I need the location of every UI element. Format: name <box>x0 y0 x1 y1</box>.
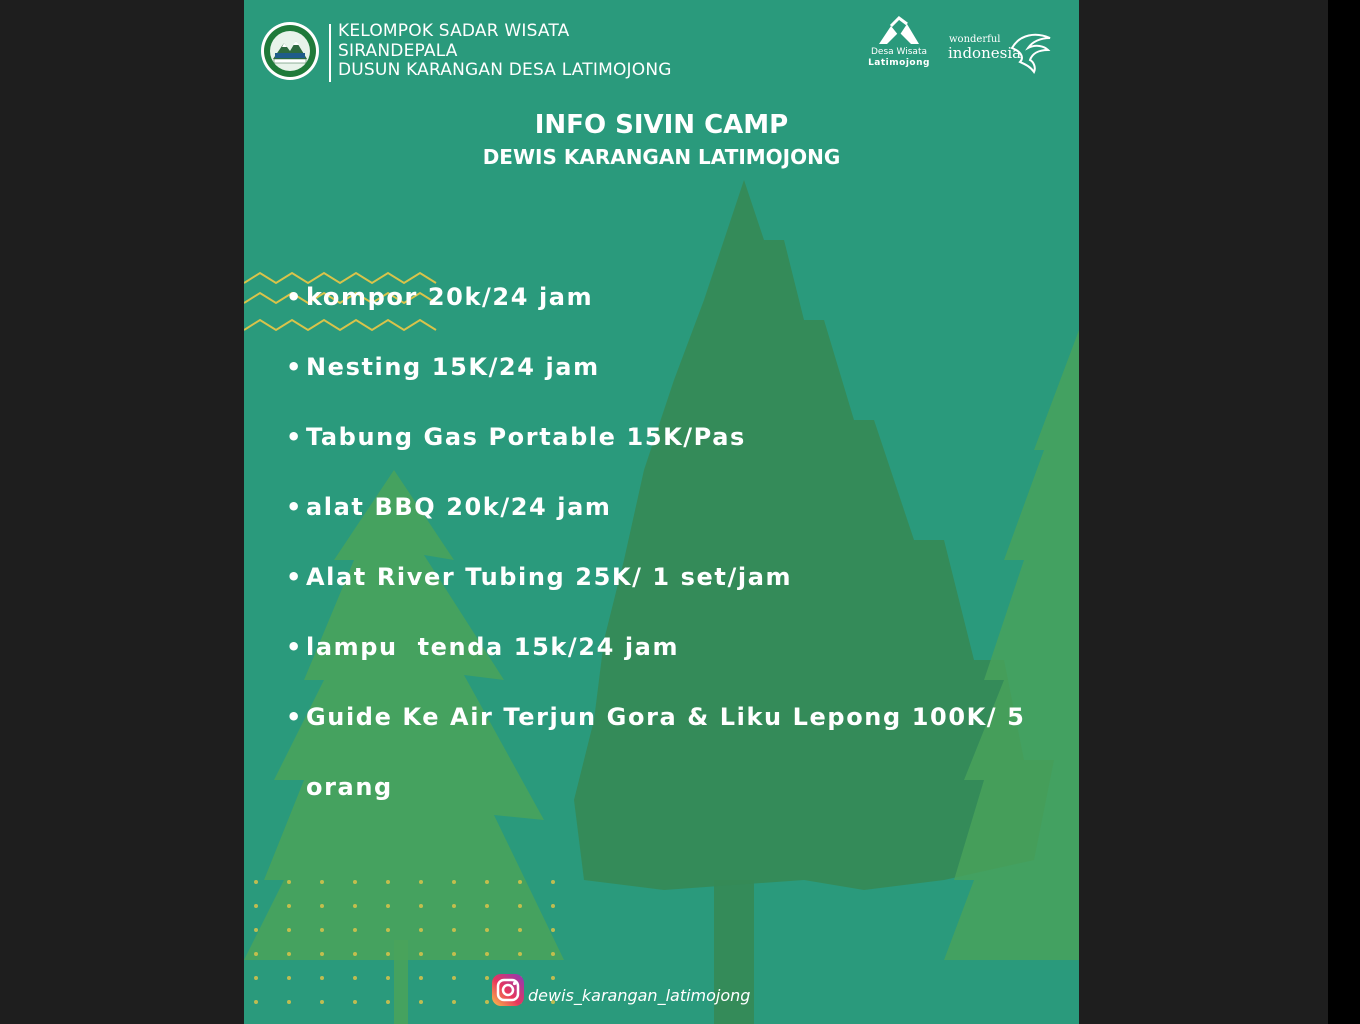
decor-dot <box>518 904 522 908</box>
decor-dot <box>287 1000 291 1004</box>
decor-dot <box>320 1000 324 1004</box>
bullet: • <box>286 283 303 311</box>
list-item <box>286 262 1046 332</box>
decor-dot <box>452 1000 456 1004</box>
decor-dot <box>485 904 489 908</box>
org-line-2: SIRANDEPALA <box>338 40 458 61</box>
decor-dot <box>287 904 291 908</box>
decor-dot <box>386 880 390 884</box>
decor-dot <box>254 952 258 956</box>
decor-dot <box>551 976 555 980</box>
decor-dot <box>254 880 258 884</box>
decor-dot <box>518 928 522 932</box>
decor-dot <box>353 880 357 884</box>
bullet: • <box>286 353 303 381</box>
decor-dot <box>287 928 291 932</box>
bullet: • <box>286 563 303 591</box>
decor-dot <box>518 952 522 956</box>
decor-dot <box>485 880 489 884</box>
desa-wisata-label: Desa Wisata <box>871 47 927 57</box>
decor-dot <box>386 952 390 956</box>
decor-dot <box>452 880 456 884</box>
decor-dot <box>419 952 423 956</box>
decor-dot <box>320 952 324 956</box>
decor-dot <box>353 952 357 956</box>
decor-dot <box>452 928 456 932</box>
page-subtitle: DEWIS KARANGAN LATIMOJONG <box>482 145 841 169</box>
decor-dot <box>419 1000 423 1004</box>
decor-dot <box>551 904 555 908</box>
decor-dot <box>485 952 489 956</box>
item-text: kompor 20k/24 jam <box>306 283 594 311</box>
decor-dot <box>287 880 291 884</box>
item-text: alat BBQ 20k/24 jam <box>306 493 612 521</box>
decor-dot <box>386 976 390 980</box>
decor-dot <box>485 1000 489 1004</box>
organization-name <box>338 22 672 81</box>
decor-dot <box>419 976 423 980</box>
decor-dot <box>320 904 324 908</box>
latimojong-label: Latimojong <box>868 58 930 68</box>
instagram-icon <box>490 972 526 1008</box>
item-text-line-1: Guide Ke Air Terjun Gora & Liku Lepong 100K/ 5 <box>306 703 1026 731</box>
bullet: • <box>286 423 303 451</box>
org-line-3: DUSUN KARANGAN DESA LATIMOJONG <box>338 60 672 80</box>
item-text: Alat River Tubing 25K/ 1 set/jam <box>306 563 793 591</box>
item-text: Nesting 15K/24 jam <box>306 353 600 381</box>
list-item <box>286 332 1046 402</box>
decor-dot <box>320 880 324 884</box>
mountain-house-icon <box>877 16 921 46</box>
header <box>244 0 1079 100</box>
instagram-handle: dewis_karangan_latimojong <box>528 986 751 1005</box>
decor-dot <box>452 904 456 908</box>
header-divider <box>329 24 331 82</box>
decor-dot <box>386 1000 390 1004</box>
decor-dot <box>320 976 324 980</box>
decor-dot <box>353 976 357 980</box>
decor-dot <box>287 976 291 980</box>
rental-list <box>286 262 1046 822</box>
decor-dot <box>551 928 555 932</box>
decor-dot <box>386 928 390 932</box>
bullet: • <box>286 493 303 521</box>
org-line-1: KELOMPOK SADAR WISATA <box>338 21 570 41</box>
decor-dot <box>485 928 489 932</box>
decor-dot <box>287 952 291 956</box>
poster <box>244 0 1079 1024</box>
decor-dot <box>386 904 390 908</box>
decor-dot <box>353 904 357 908</box>
decor-dot <box>254 976 258 980</box>
list-item <box>286 542 1046 612</box>
bullet: • <box>286 703 303 731</box>
decor-dot <box>518 880 522 884</box>
pokdarwis-logo-icon <box>260 21 320 81</box>
decor-dot <box>320 928 324 932</box>
decor-dot <box>419 928 423 932</box>
wonderful-indonesia-logo <box>948 28 1058 76</box>
item-text: lampu tenda 15k/24 jam <box>306 633 680 661</box>
decor-dot <box>419 880 423 884</box>
list-item <box>286 402 1046 472</box>
list-item-guide <box>286 682 1046 822</box>
decor-dot <box>254 928 258 932</box>
decor-dot <box>485 976 489 980</box>
decor-dot <box>353 928 357 932</box>
indonesia-label: indonesia <box>948 44 1022 62</box>
right-edge-strip <box>1328 0 1360 1024</box>
desa-wisata-logo <box>864 14 934 72</box>
page-title: INFO SIVIN CAMP <box>534 110 789 140</box>
decor-dot <box>353 1000 357 1004</box>
decor-dot <box>551 952 555 956</box>
wonderful-label: wonderful <box>949 34 1001 45</box>
list-item <box>286 472 1046 542</box>
decor-dot <box>254 1000 258 1004</box>
garuda-bird-icon <box>1006 28 1054 74</box>
decor-dot <box>452 976 456 980</box>
decor-dot <box>419 904 423 908</box>
list-item <box>286 612 1046 682</box>
decor-dot <box>551 880 555 884</box>
bullet: • <box>286 633 303 661</box>
decor-dot <box>254 904 258 908</box>
item-text: Tabung Gas Portable 15K/Pas <box>306 423 746 451</box>
decor-dot <box>452 952 456 956</box>
item-text-line-2: orang <box>306 773 393 801</box>
